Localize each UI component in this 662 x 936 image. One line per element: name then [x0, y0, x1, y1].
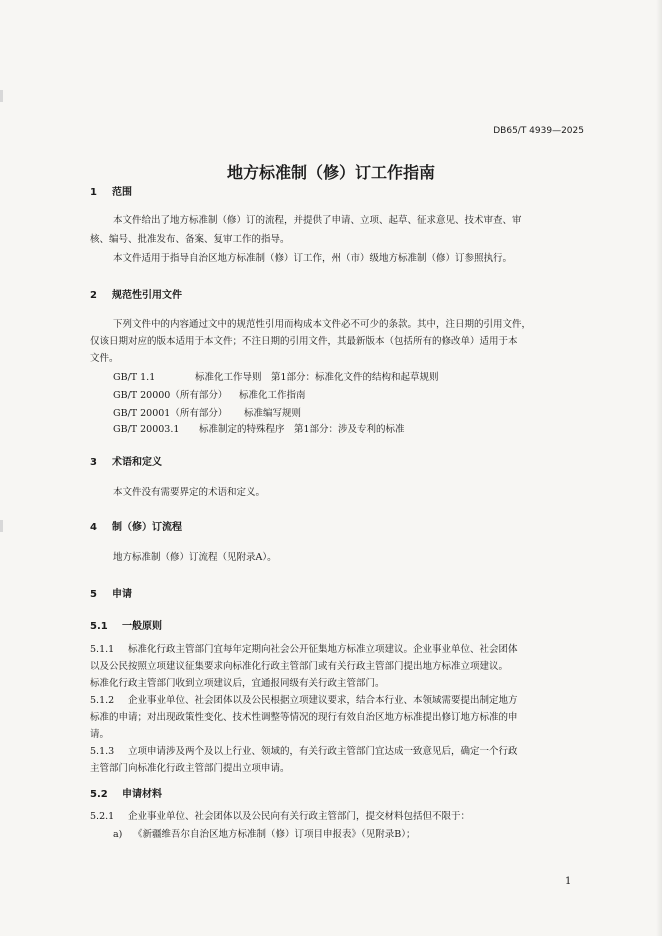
section-5-2-heading — [90, 785, 162, 800]
section-title: 术语和定义 — [112, 457, 162, 468]
section-number: 5 — [90, 589, 97, 600]
section-title: 规范性引用文件 — [112, 290, 182, 301]
section-1-paragraph-1-line-2: 核、编号、批准发布、备案、复审工作的指导。 — [90, 234, 290, 245]
normative-reference — [113, 421, 405, 435]
clause-5-1-1-line-3: 标准化行政主管部门收到立项建议后，宜通报同级有关行政主管部门。 — [90, 678, 385, 689]
section-3-heading — [90, 453, 162, 468]
section-title: 范围 — [112, 187, 132, 198]
section-number: 1 — [90, 187, 97, 198]
reference-title: 标准化工作指南 — [239, 390, 306, 401]
clause-text: 立项申请涉及两个及以上行业、领域的，有关行政主管部门宜达成一致意见后，确定一个行政 — [128, 746, 518, 757]
clause-5-1-2-line-2: 标准的申请；对出现政策性变化、技术性调整等情况的现行有效自治区地方标准提出修订地方标准的申 — [90, 712, 518, 723]
document-title: 地方标准制（修）订工作指南 — [226, 163, 435, 182]
clause-5-1-3-line-2: 主管部门向标准化行政主管部门提出立项申请。 — [90, 763, 290, 774]
section-4-heading — [90, 518, 182, 533]
normative-reference — [113, 387, 306, 401]
section-2-paragraph-line-3: 文件。 — [90, 353, 119, 364]
section-number: 3 — [90, 457, 97, 468]
subsection-title: 一般原则 — [122, 621, 162, 632]
page-number: 1 — [565, 876, 572, 887]
reference-code: GB/T 20000（所有部分） — [113, 390, 228, 401]
clause-5-1-1-line-2: 以及公民按照立项建议征集要求向标准化行政主管部门或有关行政主管部门提出地方标准立项建议。 — [90, 661, 509, 672]
normative-reference — [113, 405, 301, 419]
clause-5-1-3-line-1 — [90, 745, 518, 758]
normative-reference — [113, 369, 439, 383]
scan-mark — [0, 90, 3, 102]
subsection-number: 5.1 — [90, 621, 108, 632]
clause-5-2-1 — [90, 810, 470, 823]
clause-number: 5.1.2 — [90, 695, 115, 706]
clause-5-1-1-line-1 — [90, 643, 518, 656]
clause-text: 标准化行政主管部门宜每年定期向社会公开征集地方标准立项建议。企业事业单位、社会团体 — [128, 644, 518, 655]
page-edge-shadow — [656, 0, 662, 936]
clause-5-1-2-line-3: 请。 — [90, 729, 110, 740]
section-1-paragraph-1-line-1: 本文件给出了地方标准制（修）订的流程，并提供了申请、立项、起草、征求意见、技术审查、审 — [113, 215, 522, 226]
section-1-heading — [90, 183, 132, 198]
section-5-1-heading — [90, 617, 162, 632]
reference-code: GB/T 1.1 — [113, 372, 156, 383]
clause-number: 5.1.3 — [90, 746, 115, 757]
section-5-heading — [90, 585, 132, 600]
subsection-title: 申请材料 — [122, 789, 162, 800]
clause-text: 企业事业单位、社会团体以及公民根据立项建议要求，结合本行业、本领域需要提出制定地方 — [128, 695, 518, 706]
section-3-paragraph: 本文件没有需要界定的术语和定义。 — [113, 487, 266, 498]
clause-5-1-2-line-1 — [90, 694, 518, 707]
section-1-paragraph-2: 本文件适用于指导自治区地方标准制（修）订工作，州（市）级地方标准制（修）订参照执行。 — [113, 253, 513, 264]
clause-number: 5.2.1 — [90, 811, 115, 822]
subsection-number: 5.2 — [90, 789, 108, 800]
reference-title: 标准制定的特殊程序 第1部分：涉及专利的标准 — [199, 424, 405, 435]
clause-number: 5.1.1 — [90, 644, 115, 655]
section-4-paragraph: 地方标准制（修）订流程（见附录A）。 — [113, 552, 277, 563]
section-2-paragraph-line-2: 仅该日期对应的版本适用于本文件；不注日期的引用文件，其最新版本（包括所有的修改单）适用于本 — [90, 336, 518, 347]
reference-code: GB/T 20001（所有部分） — [113, 408, 228, 419]
section-title: 制（修）订流程 — [112, 522, 182, 533]
list-item-text: 《新疆维吾尔自治区地方标准制（修）订项目申报表》（见附录B）； — [133, 829, 416, 840]
section-2-paragraph-line-1: 下列文件中的内容通过文中的规范性引用而构成本文件必不可少的条款。其中，注日期的引用文件， — [113, 319, 532, 330]
section-number: 2 — [90, 290, 97, 301]
scan-mark — [0, 520, 3, 532]
clause-text: 企业事业单位、社会团体以及公民向有关行政主管部门，提交材料包括但不限于： — [128, 811, 471, 822]
section-number: 4 — [90, 522, 97, 533]
reference-code: GB/T 20003.1 — [113, 424, 180, 435]
section-2-heading — [90, 286, 182, 301]
reference-title: 标准编写规则 — [244, 408, 302, 419]
reference-title: 标准化工作导则 第1部分：标准化文件的结构和起草规则 — [195, 372, 439, 383]
list-item-a — [113, 828, 415, 841]
list-item-label: a) — [113, 829, 123, 840]
document-number: DB65/T 4939—2025 — [493, 126, 584, 136]
section-title: 申请 — [112, 589, 132, 600]
